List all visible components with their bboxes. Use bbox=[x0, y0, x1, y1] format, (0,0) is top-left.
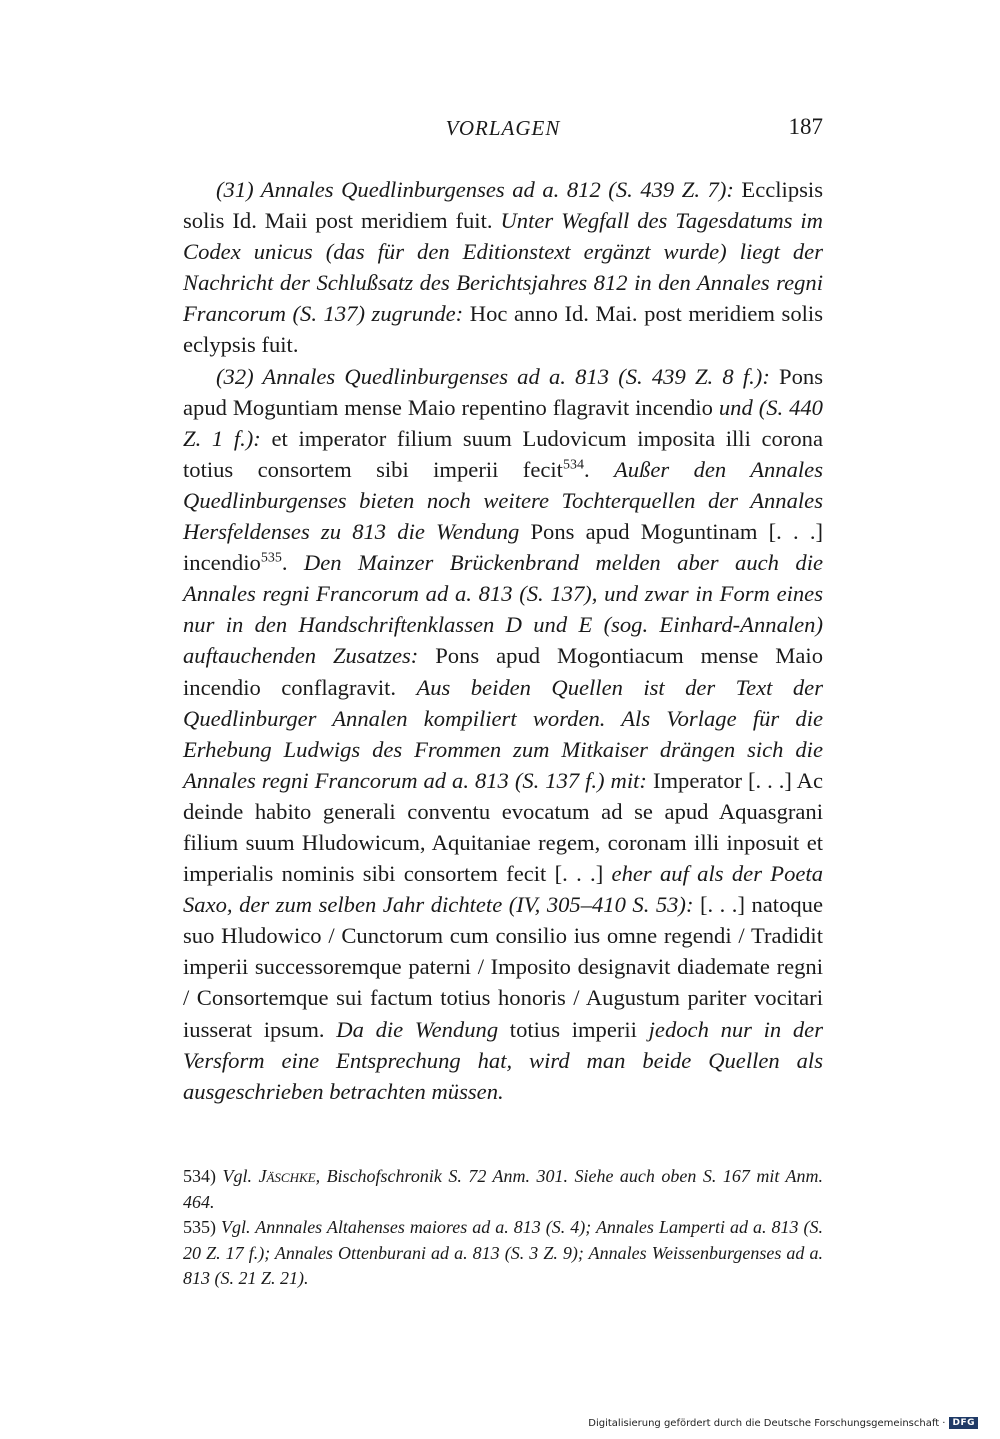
latin-quote: Pons apud Moguntinam [. . .] incendio bbox=[183, 519, 823, 576]
latin-quote: et imperator filium suum Ludovicum imposita illi corona totius consortem sibi imperii fecit bbox=[183, 425, 823, 482]
latin-quote: Ecclipsis solis Id. Maii post meridiem fuit. bbox=[183, 177, 823, 234]
commentary: Den Mainzer Brückenbrand melden aber auch die Annales regni Francorum ad a. 813 (S. 137), und zwar in Form eines nur in den Handschriftenklassen D und E (sog. Einhard-Annalen) auftauchenden Zusatzes: bbox=[183, 550, 823, 669]
page-number: 187 bbox=[788, 114, 823, 139]
footnote-text: Vgl. bbox=[222, 1166, 259, 1186]
commentary: eher auf als der Poeta Saxo, der zum selben Jahr dichtete (IV, 305–410 S. 53): bbox=[183, 861, 823, 918]
running-head: VORLAGEN bbox=[445, 116, 561, 140]
latin-quote: Pons apud Mogontiacum mense Maio incendio conflagravit. bbox=[183, 643, 823, 700]
footnote-text: Vgl. Annnales Altahenses maiores ad a. 813 (S. 4); Annales Lamperti ad a. 813 (S. 20 Z. 17 f.); Annales Ottenburani ad a. 813 (S. 3 Z. 9); Annales Weissenburgenses ad a. 813 (S. 21 Z. 21). bbox=[183, 1217, 823, 1288]
latin-quote: totius imperii bbox=[498, 1016, 649, 1042]
credit-text: Digitalisierung gefördert durch die Deutsche Forschungsgemeinschaft · bbox=[588, 1417, 946, 1429]
latin-quote: Hoc anno Id. Mai. post meridiem solis eclypsis fuit. bbox=[183, 301, 823, 358]
author-name: Jäschke bbox=[258, 1166, 316, 1186]
commentary: Da die Wendung bbox=[336, 1016, 499, 1042]
paragraph-32 bbox=[183, 361, 823, 1107]
footnote-number: 535) bbox=[183, 1217, 222, 1237]
latin-quote: Pons apud Moguntiam mense Maio repentino flagravit incendio bbox=[183, 363, 823, 420]
commentary: Aus beiden Quellen ist der Text der Quedlinburger Annalen kompiliert worden. Als Vorlage für die Erhebung Ludwigs des Frommen zum Mitkaiser drängen sich die Annales regni Francorum ad a. 813 (S. 137 f.) mit: bbox=[183, 674, 823, 793]
source-citation: (32) Annales Quedlinburgenses ad a. 813 (S. 439 Z. 8 f.): bbox=[216, 363, 770, 389]
commentary: Außer den Annales Quedlinburgenses bieten noch weitere Tochterquellen der Annales Hersfeldenses zu 813 die Wendung bbox=[183, 456, 823, 545]
main-text bbox=[183, 174, 823, 1107]
footnote-number: 534) bbox=[183, 1166, 223, 1186]
footnote-535 bbox=[183, 1215, 823, 1292]
latin-quote: [. . .] natoque suo Hludowico / Cunctorum cum consilio ius omne regendi / Tradidit imperii successoremque paterni / Imposito designavit diademate regni / Consortemque sui factum totius honoris / Augustum pariter vocitari iusserat ipsum. bbox=[183, 892, 823, 1042]
footnote-text: , Bischofschronik S. 72 Anm. 301. Siehe auch oben S. 167 mit Anm. 464. bbox=[183, 1166, 823, 1212]
footnote-ref-534[interactable]: 534 bbox=[562, 457, 584, 473]
commentary: und (S. 440 Z. 1 f.): bbox=[183, 394, 823, 451]
latin-quote: Imperator [. . .] Ac deinde habito generali conventu evocatum ad se apud Aquasgrani filium suum Hludowicum, Aquitaniae regem, coronam illi inposuit et imperialis nominis sibi consortem fecit [. . .] bbox=[183, 767, 823, 887]
commentary: Unter Wegfall des Tagesdatums im Codex unicus (das für den Editionstext ergänzt wurde) liegt der Nachricht der Schlußsatz des Berichtsjahres 812 in den Annales regni Francorum (S. 137) zugrunde: bbox=[183, 208, 823, 327]
punctuation: . bbox=[583, 456, 614, 482]
source-citation: (31) Annales Quedlinburgenses ad a. 812 (S. 439 Z. 7): bbox=[216, 177, 734, 202]
paragraph-31 bbox=[183, 174, 823, 361]
footnote-534 bbox=[183, 1164, 823, 1215]
footnote-ref-535[interactable]: 535 bbox=[260, 550, 282, 566]
dfg-logo: DFG bbox=[949, 1417, 978, 1429]
footnotes bbox=[183, 1164, 823, 1292]
digitization-credit bbox=[588, 1417, 978, 1429]
page-header bbox=[183, 112, 823, 146]
punctuation: . bbox=[281, 550, 304, 576]
commentary: jedoch nur in der Versform eine Entsprechung hat, wird man beide Quellen als ausgeschrieben betrachten müssen. bbox=[183, 1016, 824, 1104]
